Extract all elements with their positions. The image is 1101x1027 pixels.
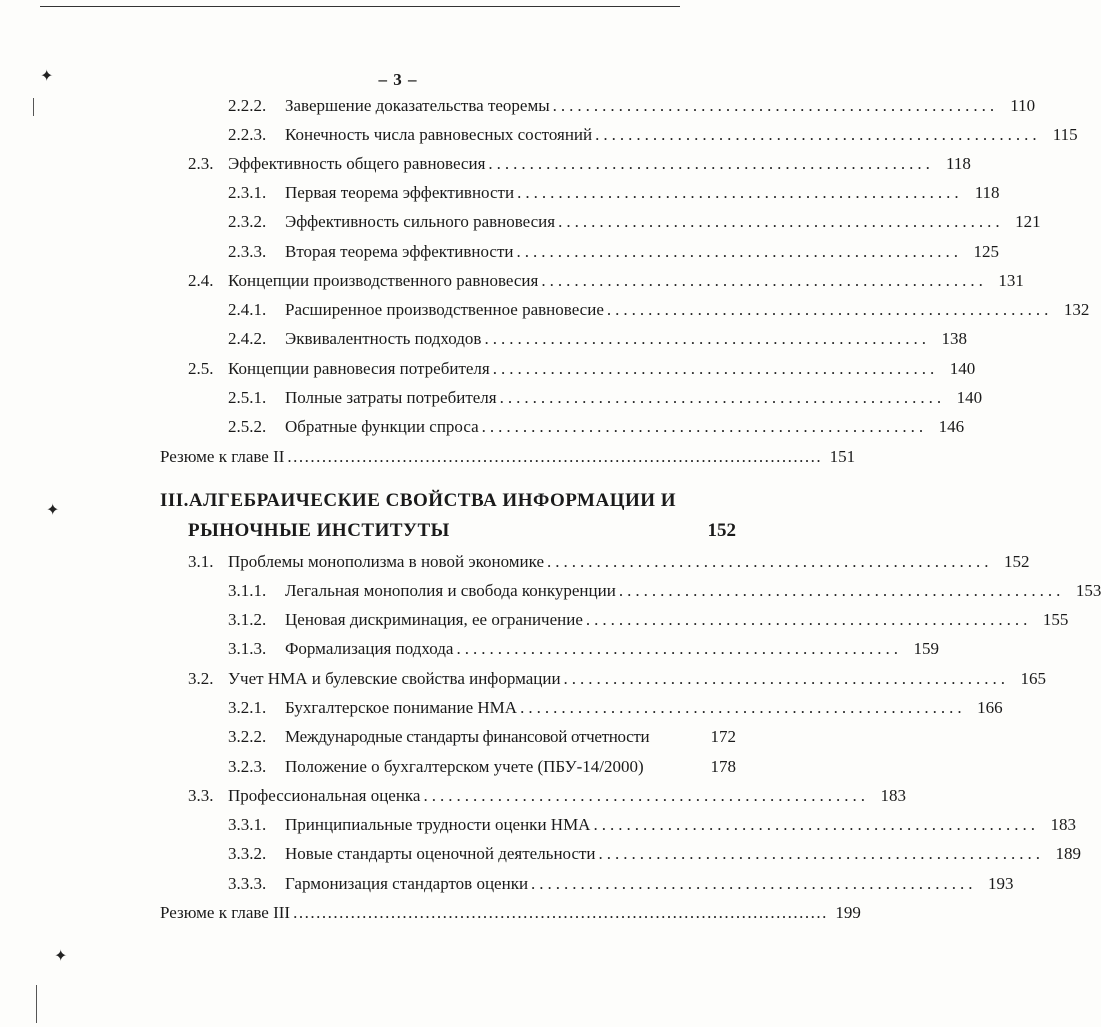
entry-number: 2.3.2. — [228, 212, 267, 231]
entry-title: Бухгалтерское понимание НМА — [285, 698, 518, 717]
entry-page: 166 — [977, 698, 1003, 717]
dot-leader: ...................................................... — [488, 154, 934, 173]
entry-page: 189 — [1055, 844, 1082, 863]
entry-number: 3.3.2. — [228, 844, 267, 863]
entry-number: 2.2.3. — [228, 125, 267, 144]
toc-summary-entry[interactable] — [160, 901, 861, 925]
entry-title: Вторая теорема эффективности — [285, 242, 514, 261]
entry-title: Международные стандарты финансовой отчетности — [285, 727, 650, 746]
entry-number: 2.3.1. — [228, 183, 267, 202]
toc-entry[interactable] — [228, 415, 965, 439]
dot-leader: ...................................................... — [520, 698, 966, 717]
toc-entry[interactable] — [228, 872, 1014, 896]
toc-entry[interactable] — [188, 667, 1047, 691]
toc-entry[interactable] — [228, 579, 1101, 603]
dot-leader: ...................................................... — [484, 329, 930, 348]
margin-line — [33, 98, 34, 116]
entry-title: Эффективность общего равновесия — [228, 154, 486, 173]
entry-number: 3.3.3. — [228, 874, 267, 893]
dot-leader: ...................................................... — [499, 388, 946, 407]
entry-page: 118 — [974, 183, 1000, 202]
entry-title: Формализация подхода — [285, 639, 454, 658]
dot-leader: ...................................................... — [531, 874, 977, 893]
entry-page: 153 — [1075, 581, 1101, 600]
entry-number: 2.5.1. — [228, 388, 267, 407]
toc-entry[interactable] — [188, 784, 906, 808]
toc-entry[interactable] — [228, 842, 1082, 866]
entry-number: 3.3.1. — [228, 815, 267, 834]
entry-number: 2.5.2. — [228, 417, 267, 436]
entry-title: Принципиальные трудности оценки НМА — [285, 815, 591, 834]
scan-mark-icon: ✦ — [54, 948, 68, 965]
margin-line — [36, 985, 37, 1023]
chapter-heading-line2[interactable]: РЫНОЧНЫЕ ИНСТИТУТЫ — [188, 520, 450, 541]
toc-entry[interactable] — [228, 298, 1090, 322]
entry-number: 3.2.3. — [228, 757, 267, 776]
dot-leader: ...................................................... — [517, 183, 963, 202]
toc-entry[interactable] — [228, 608, 1069, 632]
entry-number: 3.1.1. — [228, 581, 267, 600]
dot-leader: ...................................................... — [456, 639, 902, 658]
dot-leader: ...................................................... — [563, 669, 1010, 688]
entry-title: Концепции равновесия потребителя — [228, 359, 490, 378]
dot-leader: ...................................................... — [595, 125, 1041, 144]
entry-page: 131 — [998, 271, 1024, 290]
toc-entry[interactable] — [228, 327, 967, 351]
toc-entry[interactable] — [228, 755, 736, 779]
entry-page: 110 — [1010, 96, 1036, 115]
toc-entry[interactable] — [228, 240, 999, 264]
entry-number: 3.3. — [188, 786, 214, 805]
dot-leader: ...................................................... — [481, 417, 928, 436]
entry-number: 3.1.3. — [228, 639, 267, 658]
chapter-heading-line1[interactable]: III.АЛГЕБРАИЧЕСКИЕ СВОЙСТВА ИНФОРМАЦИИ И — [160, 490, 677, 511]
entry-page: 115 — [1052, 125, 1078, 144]
toc-entry[interactable] — [228, 123, 1078, 147]
dot-leader: ...................................................... — [598, 844, 1045, 863]
dot-leader: ...................................................... — [585, 610, 1032, 629]
entry-number: 2.4.1. — [228, 300, 267, 319]
page-number: – 3 – — [378, 70, 418, 89]
entry-title: Полные затраты потребителя — [285, 388, 497, 407]
entry-title: Резюме к главе II — [160, 447, 285, 466]
dot-leader: ...................................................... — [558, 212, 1004, 231]
dot-leader: ...................................................... — [606, 300, 1053, 319]
entry-page: 138 — [941, 329, 967, 348]
toc-entry[interactable] — [228, 210, 1041, 234]
entry-number: 2.3.3. — [228, 242, 267, 261]
entry-page: 125 — [973, 242, 999, 261]
entry-number: 3.2.2. — [228, 727, 267, 746]
entry-number: 3.1.2. — [228, 610, 267, 629]
scan-mark-icon: ✦ — [46, 502, 60, 519]
toc-entry[interactable] — [188, 550, 1030, 574]
dot-leader: ............................................................................................. — [293, 903, 828, 922]
entry-page: 152 — [1004, 552, 1030, 571]
entry-page: 165 — [1020, 669, 1047, 688]
entry-title: Проблемы монополизма в новой экономике — [228, 552, 545, 571]
toc-entry[interactable] — [228, 637, 939, 661]
toc-entry[interactable] — [228, 813, 1076, 837]
dot-leader: ...................................................... — [516, 242, 962, 261]
toc-entry[interactable] — [228, 94, 1036, 118]
entry-page: 132 — [1063, 300, 1090, 319]
entry-title: Расширенное производственное равновесие — [285, 300, 604, 319]
entry-page: 151 — [829, 447, 856, 466]
dot-leader: ...................................................... — [618, 581, 1065, 600]
entry-page: 121 — [1015, 212, 1041, 231]
entry-number: 2.4.2. — [228, 329, 267, 348]
entry-page: 146 — [938, 417, 965, 436]
entry-title: Резюме к главе III — [160, 903, 291, 922]
toc-summary-entry[interactable] — [160, 445, 856, 469]
entry-number: 3.2.1. — [228, 698, 267, 717]
entry-title: Профессиональная оценка — [228, 786, 421, 805]
toc-entry[interactable] — [228, 725, 736, 749]
entry-page: 155 — [1042, 610, 1069, 629]
toc-entry[interactable] — [188, 269, 1024, 293]
scan-mark-icon: ✦ — [40, 68, 54, 85]
entry-title: Эквивалентность подходов — [285, 329, 482, 348]
entry-page: 193 — [988, 874, 1014, 893]
top-rule — [40, 6, 680, 7]
entry-number: 2.4. — [188, 271, 214, 290]
entry-title: Новые стандарты оценочной деятельности — [285, 844, 596, 863]
entry-page: 140 — [956, 388, 983, 407]
dot-leader: ...................................................... — [423, 786, 869, 805]
entry-page: 159 — [913, 639, 939, 658]
chapter-page: 152 — [707, 520, 736, 541]
entry-title: Ценовая дискриминация, ее ограничение — [285, 610, 583, 629]
entry-title: Положение о бухгалтерском учете (ПБУ-14/2000) — [285, 757, 644, 776]
dot-leader: ...................................................... — [492, 359, 939, 378]
entry-title: Конечность числа равновесных состояний — [285, 125, 593, 144]
dot-leader: ...................................................... — [593, 815, 1039, 834]
entry-page: 172 — [710, 727, 736, 746]
dot-leader: ............................................................................................. — [287, 447, 823, 466]
entry-page: 183 — [880, 786, 906, 805]
entry-page: 140 — [949, 359, 976, 378]
entry-number: 3.1. — [188, 552, 214, 571]
toc-entry[interactable] — [228, 386, 983, 410]
entry-title: Завершение доказательства теоремы — [285, 96, 550, 115]
entry-page: 183 — [1050, 815, 1076, 834]
toc-entry[interactable] — [228, 181, 1000, 205]
entry-title: Обратные функции спроса — [285, 417, 479, 436]
toc-entry[interactable] — [188, 357, 976, 381]
entry-title: Эффективность сильного равновесия — [285, 212, 556, 231]
entry-page: 199 — [835, 903, 861, 922]
entry-title: Гармонизация стандартов оценки — [285, 874, 529, 893]
entry-title: Учет НМА и булевские свойства информации — [228, 669, 561, 688]
dot-leader: ...................................................... — [552, 96, 999, 115]
entry-title: Первая теорема эффективности — [285, 183, 515, 202]
entry-number: 2.2.2. — [228, 96, 267, 115]
toc-entry[interactable] — [188, 152, 971, 176]
entry-title: Концепции производственного равновесия — [228, 271, 539, 290]
entry-number: 3.2. — [188, 669, 214, 688]
entry-page: 178 — [710, 757, 736, 776]
dot-leader: ...................................................... — [547, 552, 993, 571]
dot-leader: ...................................................... — [541, 271, 987, 290]
entry-number: 2.3. — [188, 154, 214, 173]
entry-number: 2.5. — [188, 359, 214, 378]
entry-page: 118 — [946, 154, 971, 173]
entry-title: Легальная монополия и свобода конкуренции — [285, 581, 616, 600]
toc-entry[interactable] — [228, 696, 1003, 720]
